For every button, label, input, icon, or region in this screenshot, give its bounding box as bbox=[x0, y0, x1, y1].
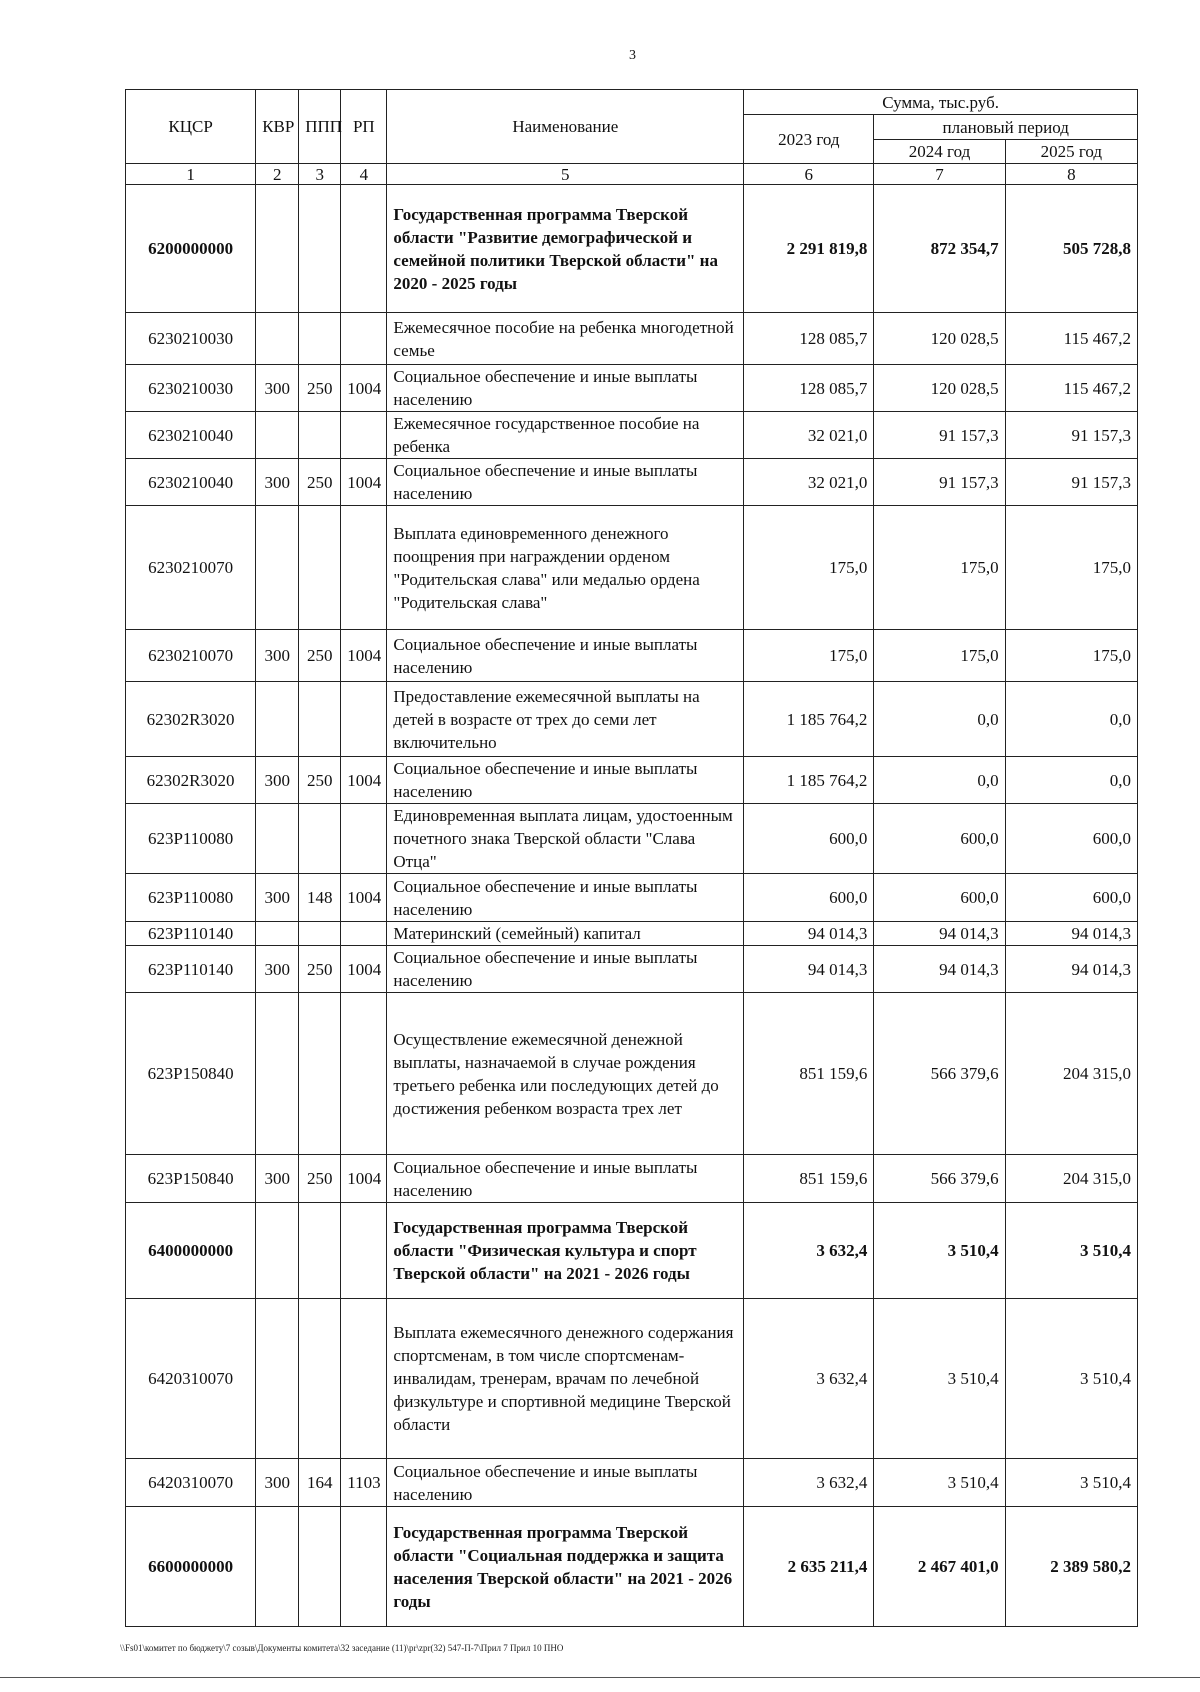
file-path-footer: \\Fs01\комитет по бюджету\7 созыв\Документы комитета\32 заседание (11)\pr\zpr(32) 547-П-7\Прил 7 Прил 10 ПНО bbox=[120, 1643, 564, 1653]
table-row bbox=[126, 874, 1138, 922]
kcsr-cell: 623P110080 bbox=[126, 804, 256, 874]
value-2023-cell: 1 185 764,2 bbox=[744, 682, 874, 757]
column-index: 4 bbox=[341, 164, 387, 185]
value-2023-cell: 851 159,6 bbox=[744, 993, 874, 1155]
value-2025-cell: 3 510,4 bbox=[1005, 1459, 1137, 1507]
value-2024-cell: 2 467 401,0 bbox=[874, 1507, 1005, 1627]
name-cell: Предоставление ежемесячной выплаты на детей в возрасте от трех до семи лет включительно bbox=[387, 682, 744, 757]
ppp-cell bbox=[299, 412, 341, 459]
table-header bbox=[126, 90, 1138, 185]
kcsr-cell: 6420310070 bbox=[126, 1459, 256, 1507]
column-index-row bbox=[126, 164, 1138, 185]
value-2024-cell: 3 510,4 bbox=[874, 1203, 1005, 1299]
table-row bbox=[126, 804, 1138, 874]
value-2023-cell: 3 632,4 bbox=[744, 1203, 874, 1299]
ppp-cell bbox=[299, 993, 341, 1155]
value-2023-cell: 3 632,4 bbox=[744, 1459, 874, 1507]
value-2024-cell: 872 354,7 bbox=[874, 185, 1005, 313]
kcsr-cell: 623P110140 bbox=[126, 922, 256, 946]
kvr-cell: 300 bbox=[256, 946, 299, 993]
table-body bbox=[126, 185, 1138, 1627]
table-row bbox=[126, 1203, 1138, 1299]
value-2025-cell: 600,0 bbox=[1005, 874, 1137, 922]
value-2024-cell: 566 379,6 bbox=[874, 1155, 1005, 1203]
value-2023-cell: 128 085,7 bbox=[744, 313, 874, 365]
name-cell: Выплата единовременного денежного поощрения при награждении орденом "Родительская слава" или медалью ордена "Родительская слава" bbox=[387, 506, 744, 630]
ppp-cell: 250 bbox=[299, 459, 341, 506]
kvr-cell bbox=[256, 804, 299, 874]
ppp-cell bbox=[299, 185, 341, 313]
rp-cell: 1004 bbox=[341, 365, 387, 412]
kcsr-cell: 623P110080 bbox=[126, 874, 256, 922]
rp-cell: 1103 bbox=[341, 1459, 387, 1507]
value-2024-cell: 600,0 bbox=[874, 874, 1005, 922]
name-cell: Социальное обеспечение и иные выплаты населению bbox=[387, 1155, 744, 1203]
rp-cell: 1004 bbox=[341, 459, 387, 506]
ppp-cell bbox=[299, 506, 341, 630]
value-2023-cell: 1 185 764,2 bbox=[744, 757, 874, 804]
header-rp: РП bbox=[341, 90, 387, 164]
name-cell: Социальное обеспечение и иные выплаты населению bbox=[387, 459, 744, 506]
value-2025-cell: 91 157,3 bbox=[1005, 459, 1137, 506]
value-2025-cell: 94 014,3 bbox=[1005, 946, 1137, 993]
kcsr-cell: 6420310070 bbox=[126, 1299, 256, 1459]
value-2025-cell: 115 467,2 bbox=[1005, 365, 1137, 412]
ppp-cell bbox=[299, 1203, 341, 1299]
column-index: 2 bbox=[256, 164, 299, 185]
value-2025-cell: 91 157,3 bbox=[1005, 412, 1137, 459]
rp-cell bbox=[341, 993, 387, 1155]
value-2025-cell: 0,0 bbox=[1005, 757, 1137, 804]
column-index: 5 bbox=[387, 164, 744, 185]
value-2025-cell: 94 014,3 bbox=[1005, 922, 1137, 946]
value-2023-cell: 2 635 211,4 bbox=[744, 1507, 874, 1627]
name-cell: Ежемесячное пособие на ребенка многодетной семье bbox=[387, 313, 744, 365]
rp-cell: 1004 bbox=[341, 946, 387, 993]
table-row bbox=[126, 185, 1138, 313]
name-cell: Выплата ежемесячного денежного содержания спортсменам, в том числе спортсменам-инвалидам, тренерам, врачам по лечебной физкультуре и спортивной медицине Тверской области bbox=[387, 1299, 744, 1459]
kvr-cell bbox=[256, 682, 299, 757]
name-cell: Социальное обеспечение и иные выплаты населению bbox=[387, 1459, 744, 1507]
table-row bbox=[126, 682, 1138, 757]
table-row bbox=[126, 1507, 1138, 1627]
value-2025-cell: 3 510,4 bbox=[1005, 1203, 1137, 1299]
name-cell: Материнский (семейный) капитал bbox=[387, 922, 744, 946]
ppp-cell: 250 bbox=[299, 365, 341, 412]
table-row bbox=[126, 506, 1138, 630]
value-2024-cell: 600,0 bbox=[874, 804, 1005, 874]
value-2024-cell: 94 014,3 bbox=[874, 922, 1005, 946]
name-cell: Социальное обеспечение и иные выплаты населению bbox=[387, 365, 744, 412]
kvr-cell bbox=[256, 1299, 299, 1459]
value-2024-cell: 566 379,6 bbox=[874, 993, 1005, 1155]
value-2024-cell: 3 510,4 bbox=[874, 1299, 1005, 1459]
value-2025-cell: 175,0 bbox=[1005, 506, 1137, 630]
column-index: 1 bbox=[126, 164, 256, 185]
kcsr-cell: 6230210040 bbox=[126, 459, 256, 506]
ppp-cell: 148 bbox=[299, 874, 341, 922]
value-2024-cell: 175,0 bbox=[874, 630, 1005, 682]
value-2025-cell: 505 728,8 bbox=[1005, 185, 1137, 313]
kvr-cell bbox=[256, 993, 299, 1155]
ppp-cell: 250 bbox=[299, 1155, 341, 1203]
kcsr-cell: 623P150840 bbox=[126, 993, 256, 1155]
value-2024-cell: 120 028,5 bbox=[874, 313, 1005, 365]
column-index: 3 bbox=[299, 164, 341, 185]
kcsr-cell: 62302R3020 bbox=[126, 757, 256, 804]
column-index: 6 bbox=[744, 164, 874, 185]
bottom-divider bbox=[0, 1677, 1200, 1678]
value-2023-cell: 128 085,7 bbox=[744, 365, 874, 412]
rp-cell: 1004 bbox=[341, 630, 387, 682]
rp-cell bbox=[341, 1507, 387, 1627]
name-cell: Осуществление ежемесячной денежной выплаты, назначаемой в случае рождения третьего ребенка или последующих детей до достижения ребенком возраста трех лет bbox=[387, 993, 744, 1155]
header-sum: Сумма, тыс.руб. bbox=[744, 90, 1138, 115]
name-cell: Социальное обеспечение и иные выплаты населению bbox=[387, 946, 744, 993]
ppp-cell bbox=[299, 682, 341, 757]
table-row bbox=[126, 459, 1138, 506]
value-2023-cell: 32 021,0 bbox=[744, 412, 874, 459]
rp-cell bbox=[341, 682, 387, 757]
value-2024-cell: 91 157,3 bbox=[874, 412, 1005, 459]
value-2024-cell: 0,0 bbox=[874, 757, 1005, 804]
header-kvr: КВР bbox=[256, 90, 299, 164]
value-2025-cell: 115 467,2 bbox=[1005, 313, 1137, 365]
value-2025-cell: 2 389 580,2 bbox=[1005, 1507, 1137, 1627]
ppp-cell: 250 bbox=[299, 630, 341, 682]
kvr-cell: 300 bbox=[256, 365, 299, 412]
kvr-cell bbox=[256, 185, 299, 313]
ppp-cell bbox=[299, 922, 341, 946]
header-2025: 2025 год bbox=[1005, 140, 1137, 164]
table-row bbox=[126, 365, 1138, 412]
table-row bbox=[126, 946, 1138, 993]
value-2023-cell: 175,0 bbox=[744, 630, 874, 682]
value-2023-cell: 600,0 bbox=[744, 804, 874, 874]
rp-cell bbox=[341, 313, 387, 365]
ppp-cell bbox=[299, 1507, 341, 1627]
ppp-cell: 164 bbox=[299, 1459, 341, 1507]
value-2023-cell: 600,0 bbox=[744, 874, 874, 922]
value-2025-cell: 600,0 bbox=[1005, 804, 1137, 874]
table-row bbox=[126, 313, 1138, 365]
rp-cell: 1004 bbox=[341, 1155, 387, 1203]
page-number: 3 bbox=[629, 48, 636, 63]
table-row bbox=[126, 412, 1138, 459]
kvr-cell: 300 bbox=[256, 1155, 299, 1203]
kvr-cell bbox=[256, 922, 299, 946]
value-2023-cell: 94 014,3 bbox=[744, 922, 874, 946]
value-2025-cell: 204 315,0 bbox=[1005, 1155, 1137, 1203]
kcsr-cell: 6230210030 bbox=[126, 365, 256, 412]
kcsr-cell: 6400000000 bbox=[126, 1203, 256, 1299]
value-2024-cell: 120 028,5 bbox=[874, 365, 1005, 412]
ppp-cell bbox=[299, 1299, 341, 1459]
rp-cell: 1004 bbox=[341, 757, 387, 804]
value-2023-cell: 94 014,3 bbox=[744, 946, 874, 993]
table-row bbox=[126, 1459, 1138, 1507]
value-2024-cell: 175,0 bbox=[874, 506, 1005, 630]
header-planned-period: плановый период bbox=[874, 115, 1138, 140]
name-cell: Государственная программа Тверской области "Физическая культура и спорт Тверской области" на 2021 - 2026 годы bbox=[387, 1203, 744, 1299]
ppp-cell bbox=[299, 804, 341, 874]
rp-cell: 1004 bbox=[341, 874, 387, 922]
value-2024-cell: 0,0 bbox=[874, 682, 1005, 757]
rp-cell bbox=[341, 185, 387, 313]
value-2023-cell: 32 021,0 bbox=[744, 459, 874, 506]
kcsr-cell: 6200000000 bbox=[126, 185, 256, 313]
header-2024: 2024 год bbox=[874, 140, 1005, 164]
rp-cell bbox=[341, 1299, 387, 1459]
rp-cell bbox=[341, 922, 387, 946]
kcsr-cell: 6230210030 bbox=[126, 313, 256, 365]
header-ppp: ППП bbox=[299, 90, 341, 164]
kcsr-cell: 623P110140 bbox=[126, 946, 256, 993]
value-2025-cell: 3 510,4 bbox=[1005, 1299, 1137, 1459]
name-cell: Социальное обеспечение и иные выплаты населению bbox=[387, 757, 744, 804]
value-2025-cell: 0,0 bbox=[1005, 682, 1137, 757]
kvr-cell bbox=[256, 412, 299, 459]
ppp-cell: 250 bbox=[299, 757, 341, 804]
name-cell: Государственная программа Тверской области "Социальная поддержка и защита населения Тверской области" на 2021 - 2026 годы bbox=[387, 1507, 744, 1627]
rp-cell bbox=[341, 1203, 387, 1299]
kcsr-cell: 6230210070 bbox=[126, 506, 256, 630]
kcsr-cell: 62302R3020 bbox=[126, 682, 256, 757]
value-2025-cell: 204 315,0 bbox=[1005, 993, 1137, 1155]
table-row bbox=[126, 1155, 1138, 1203]
column-index: 7 bbox=[874, 164, 1005, 185]
name-cell: Социальное обеспечение и иные выплаты населению bbox=[387, 874, 744, 922]
kvr-cell: 300 bbox=[256, 630, 299, 682]
kvr-cell: 300 bbox=[256, 874, 299, 922]
budget-table bbox=[125, 89, 1138, 1627]
kvr-cell: 300 bbox=[256, 1459, 299, 1507]
kcsr-cell: 6230210070 bbox=[126, 630, 256, 682]
value-2024-cell: 94 014,3 bbox=[874, 946, 1005, 993]
kvr-cell bbox=[256, 1203, 299, 1299]
kcsr-cell: 6230210040 bbox=[126, 412, 256, 459]
name-cell: Единовременная выплата лицам, удостоенным почетного знака Тверской области "Слава Отца" bbox=[387, 804, 744, 874]
ppp-cell bbox=[299, 313, 341, 365]
table-row bbox=[126, 922, 1138, 946]
value-2024-cell: 3 510,4 bbox=[874, 1459, 1005, 1507]
name-cell: Ежемесячное государственное пособие на ребенка bbox=[387, 412, 744, 459]
table-row bbox=[126, 757, 1138, 804]
column-index: 8 bbox=[1005, 164, 1137, 185]
kcsr-cell: 623P150840 bbox=[126, 1155, 256, 1203]
value-2024-cell: 91 157,3 bbox=[874, 459, 1005, 506]
kvr-cell: 300 bbox=[256, 459, 299, 506]
table-row bbox=[126, 630, 1138, 682]
header-kcsr: КЦСР bbox=[126, 90, 256, 164]
kcsr-cell: 6600000000 bbox=[126, 1507, 256, 1627]
value-2023-cell: 2 291 819,8 bbox=[744, 185, 874, 313]
name-cell: Социальное обеспечение и иные выплаты населению bbox=[387, 630, 744, 682]
ppp-cell: 250 bbox=[299, 946, 341, 993]
table-row bbox=[126, 993, 1138, 1155]
rp-cell bbox=[341, 412, 387, 459]
rp-cell bbox=[341, 506, 387, 630]
kvr-cell bbox=[256, 313, 299, 365]
kvr-cell bbox=[256, 1507, 299, 1627]
rp-cell bbox=[341, 804, 387, 874]
value-2023-cell: 3 632,4 bbox=[744, 1299, 874, 1459]
kvr-cell bbox=[256, 506, 299, 630]
value-2023-cell: 175,0 bbox=[744, 506, 874, 630]
kvr-cell: 300 bbox=[256, 757, 299, 804]
value-2025-cell: 175,0 bbox=[1005, 630, 1137, 682]
name-cell: Государственная программа Тверской области "Развитие демографической и семейной политики Тверской области" на 2020 - 2025 годы bbox=[387, 185, 744, 313]
header-name: Наименование bbox=[387, 90, 744, 164]
header-2023: 2023 год bbox=[744, 115, 874, 164]
table-row bbox=[126, 1299, 1138, 1459]
value-2023-cell: 851 159,6 bbox=[744, 1155, 874, 1203]
